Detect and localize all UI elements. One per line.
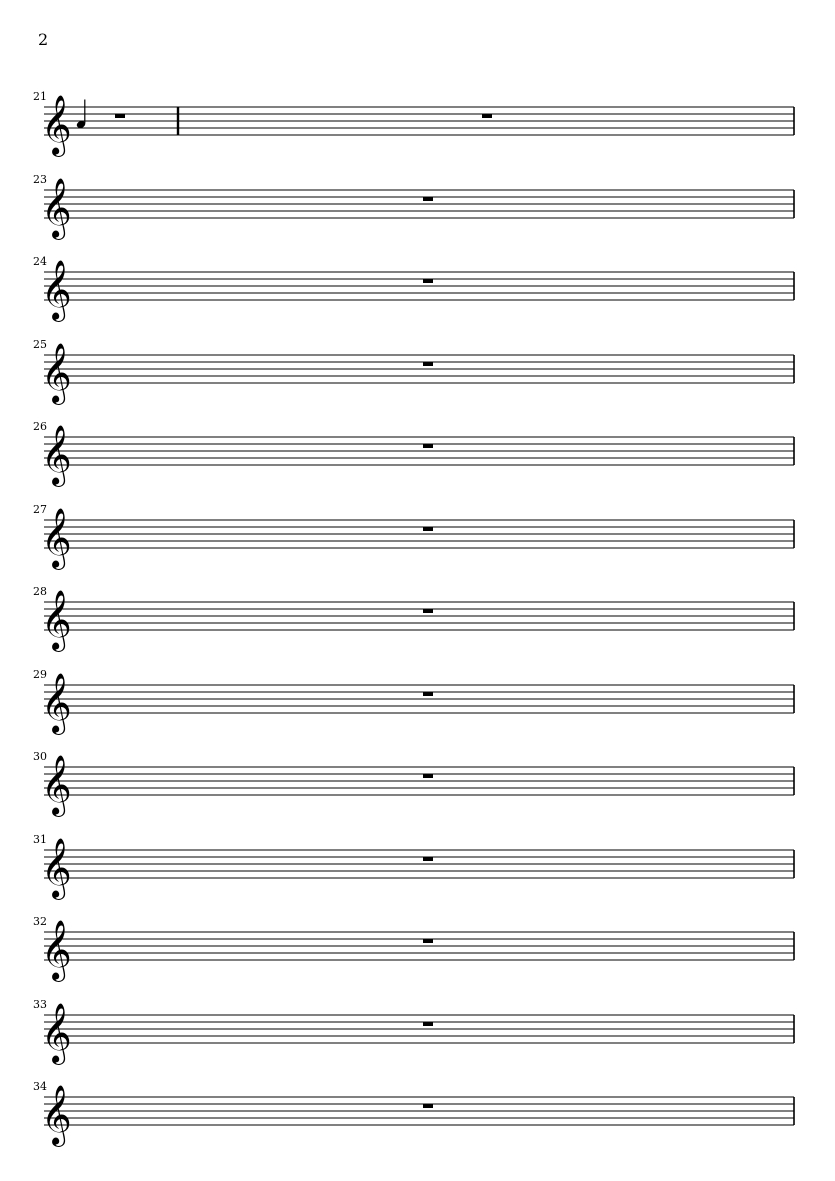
treble-clef-icon: 𝄞 xyxy=(41,920,72,980)
measure-number: 24 xyxy=(33,255,47,268)
measure-number: 32 xyxy=(33,915,47,928)
treble-clef-icon: 𝄞 xyxy=(41,1085,72,1145)
treble-clef-icon: 𝄞 xyxy=(41,673,72,733)
measure-number: 31 xyxy=(33,833,47,846)
measure-number: 21 xyxy=(33,90,47,103)
treble-clef-icon: 𝄞 xyxy=(41,260,72,320)
staff-system xyxy=(33,915,794,982)
whole-rest-icon xyxy=(423,609,433,613)
staff-system xyxy=(33,90,794,157)
whole-rest-icon xyxy=(423,527,433,531)
staff-system xyxy=(33,338,794,405)
measure-number: 27 xyxy=(33,503,47,516)
staff-system xyxy=(33,833,794,900)
treble-clef-icon: 𝄞 xyxy=(41,425,72,485)
measure-number: 34 xyxy=(33,1080,47,1093)
whole-rest-icon xyxy=(423,857,433,861)
staff-system xyxy=(33,255,794,322)
measure-number: 26 xyxy=(33,420,47,433)
measure-number: 28 xyxy=(33,585,47,598)
treble-clef-icon: 𝄞 xyxy=(41,755,72,815)
measure-number: 25 xyxy=(33,338,47,351)
whole-rest-icon xyxy=(423,444,433,448)
staff-system xyxy=(33,1080,794,1147)
treble-clef-icon: 𝄞 xyxy=(41,343,72,403)
whole-rest-icon xyxy=(423,362,433,366)
treble-clef-icon: 𝄞 xyxy=(41,838,72,898)
treble-clef-icon: 𝄞 xyxy=(41,95,72,155)
whole-rest-icon xyxy=(423,1104,433,1108)
treble-clef-icon: 𝄞 xyxy=(41,590,72,650)
measure-number: 23 xyxy=(33,173,47,186)
page-number: 2 xyxy=(38,30,49,49)
whole-rest-icon xyxy=(423,279,433,283)
whole-rest-icon xyxy=(423,774,433,778)
treble-clef-icon: 𝄞 xyxy=(41,178,72,238)
staff-system xyxy=(33,585,794,652)
treble-clef-icon: 𝄞 xyxy=(41,1003,72,1063)
staff-system xyxy=(33,173,794,240)
staff-system xyxy=(33,750,794,817)
whole-rest-icon xyxy=(423,939,433,943)
measure-number: 29 xyxy=(33,668,47,681)
staff-system xyxy=(33,998,794,1065)
staff-system xyxy=(33,420,794,487)
whole-rest-icon xyxy=(423,197,433,201)
staff-system xyxy=(33,503,794,570)
whole-rest-icon xyxy=(482,114,492,118)
staff-system xyxy=(33,668,794,735)
whole-rest-icon xyxy=(423,1022,433,1026)
measure-number: 33 xyxy=(33,998,47,1011)
whole-rest-icon xyxy=(115,114,125,118)
whole-rest-icon xyxy=(423,692,433,696)
treble-clef-icon: 𝄞 xyxy=(41,508,72,568)
measure-number: 30 xyxy=(33,750,47,763)
